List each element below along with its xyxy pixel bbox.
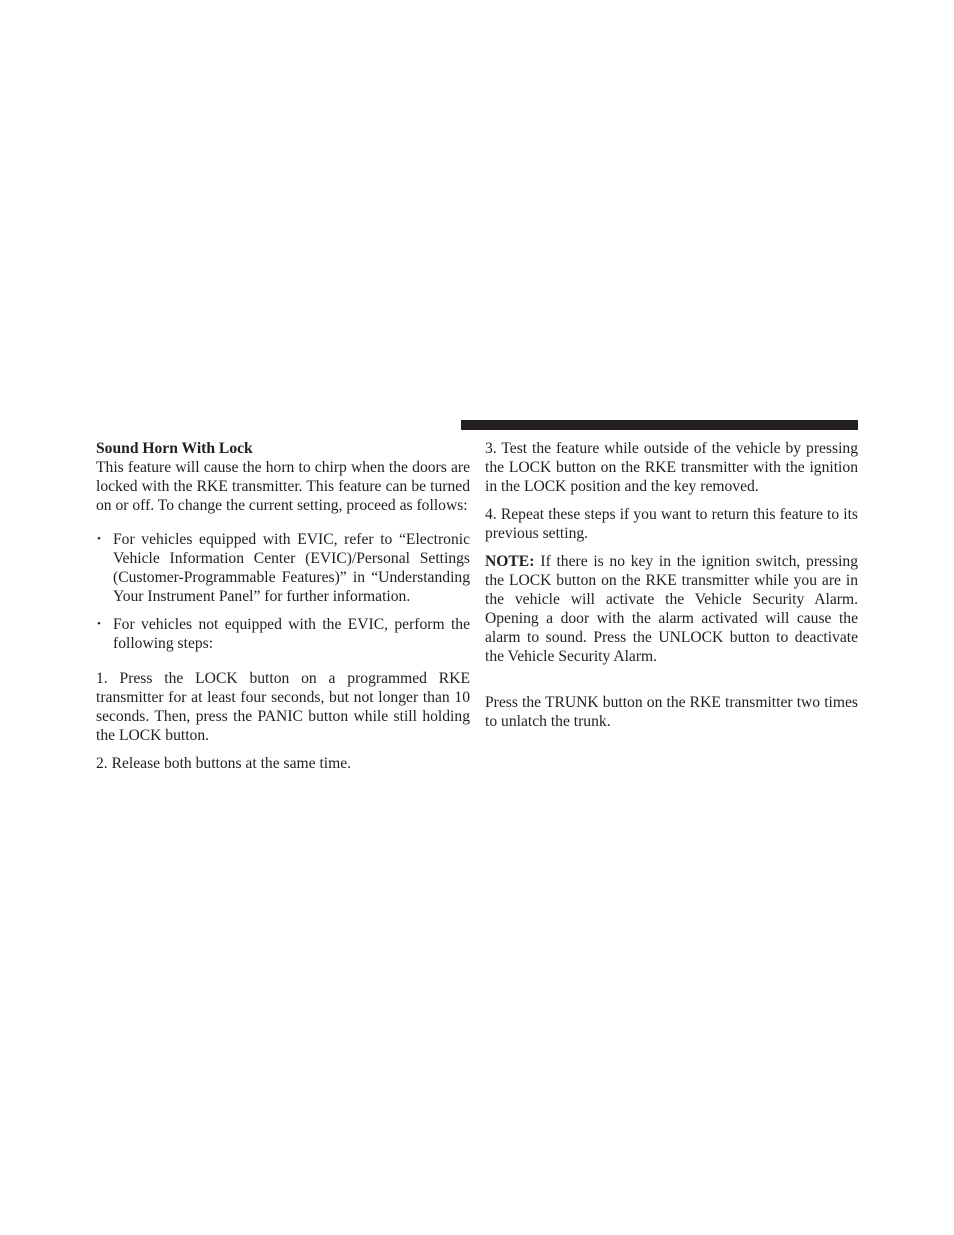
note-label: NOTE: (485, 553, 535, 570)
step-3: 3. Test the feature while outside of the vehicle by pressing the LOCK button on the RKE transmitter with the ignition in the LOCK position and the key removed. (485, 440, 858, 495)
step-2: 2. Release both buttons at the same time. (96, 755, 352, 772)
note-paragraph (485, 552, 858, 666)
bullet-icon: • (97, 533, 101, 545)
right-column (485, 437, 858, 731)
bullet-list (96, 530, 470, 653)
bullet-icon: • (97, 618, 101, 630)
step-4: 4. Repeat these steps if you want to return this feature to its previous setting. (485, 506, 858, 542)
step-1: 1. Press the LOCK button on a programmed RKE transmitter for at least four seconds, but not longer than 10 seconds. Then, press the PANIC button while still holding the LOCK button. (96, 670, 470, 744)
trunk-paragraph: Press the TRUNK button on the RKE transmitter two times to unlatch the trunk. (485, 694, 858, 730)
bullet-text: For vehicles equipped with EVIC, refer to “Electronic Vehicle Information Center (EVIC)/Personal Settings (Customer-Programmable Features)” in “Understanding Your Instrument Panel” for further information. (113, 531, 470, 605)
left-column (96, 437, 470, 773)
intro-paragraph: This feature will cause the horn to chirp when the doors are locked with the RKE transmitter. This feature can be turned on or off. To change the current setting, proceed as follows: (96, 459, 470, 514)
bullet-text: For vehicles not equipped with the EVIC, perform the following steps: (113, 616, 470, 652)
note-text: If there is no key in the ignition switch, pressing the LOCK button on the RKE transmitter while you are in the vehicle will activate the Vehicle Security Alarm. Opening a door with the alarm activated will cause the alarm to sound. Press the UNLOCK button to deactivate the Vehicle Security Alarm. (485, 553, 858, 665)
section-heading: Sound Horn With Lock (96, 440, 253, 457)
list-item (96, 530, 470, 606)
list-item (96, 615, 470, 653)
section-header-rule (461, 420, 858, 430)
